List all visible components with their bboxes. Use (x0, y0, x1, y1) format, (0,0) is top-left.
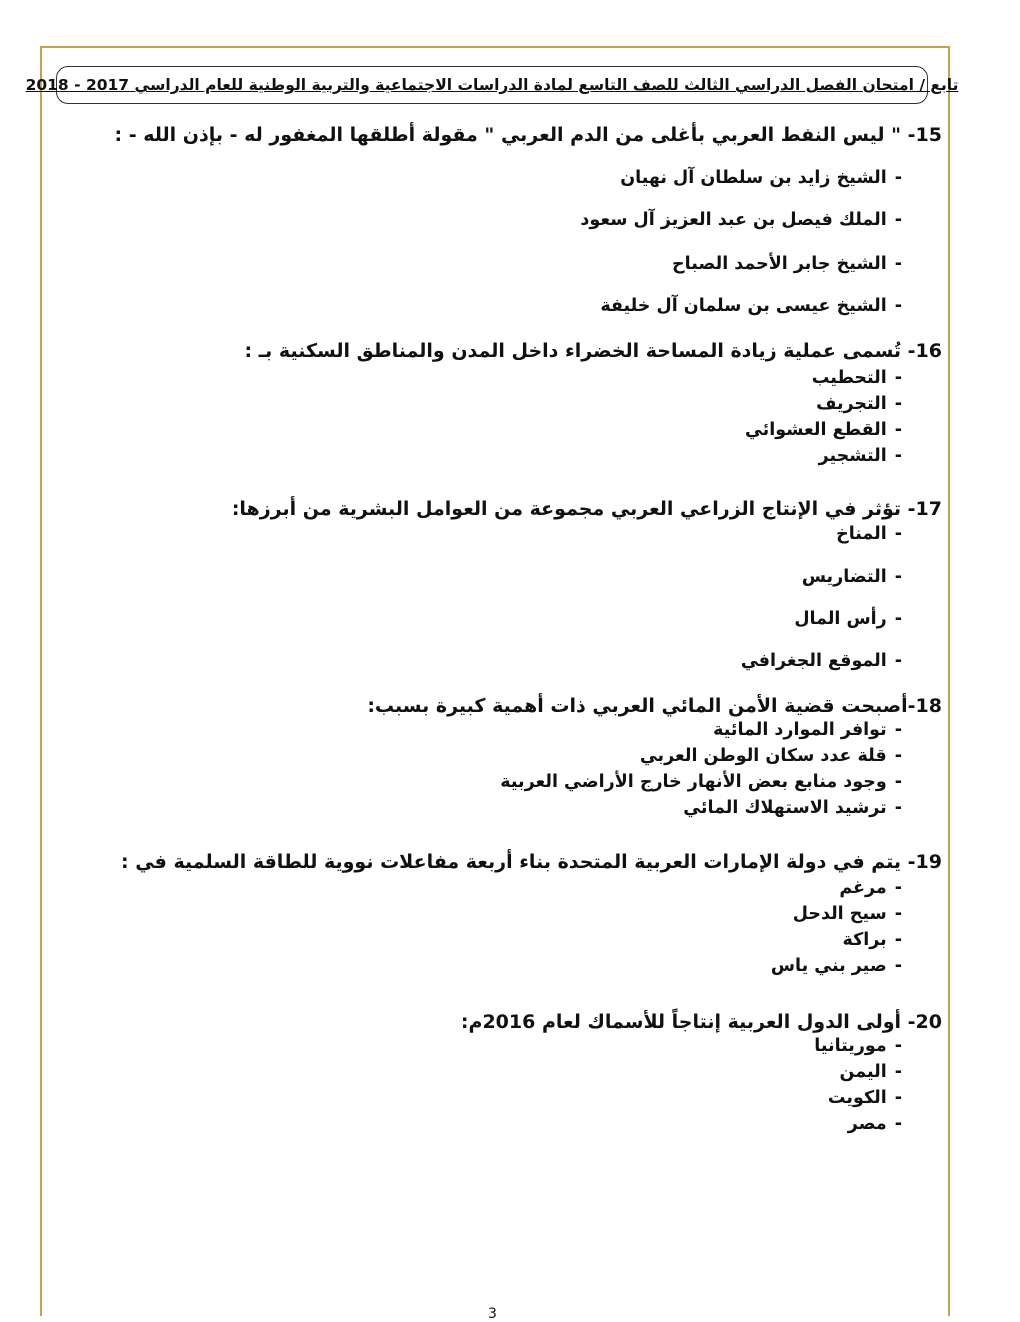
option-19-3: -براكة (842, 930, 902, 950)
option-19-4: -صير بني ياس (770, 956, 902, 976)
option-16-3: -القطع العشوائي (744, 420, 902, 440)
option-15-4: -الشيخ عيسى بن سلمان آل خليفة (600, 296, 902, 316)
exam-header (25, 66, 959, 104)
page-number: 3 (488, 1306, 497, 1322)
page-border (40, 46, 950, 1316)
question-15: 15- " ليس النفط العربي بأغلى من الدم العربي " مقولة أطلقها المغفور له - بإذن الله - : (114, 124, 942, 146)
question-20: 20- أولى الدول العربية إنتاجاً للأسماك لعام 2016م: (460, 1011, 942, 1033)
option-15-2: -الملك فيصل بن عبد العزيز آل سعود (580, 210, 902, 230)
option-15-3: -الشيخ جابر الأحمد الصباح (672, 254, 902, 274)
question-17: 17- تؤثر في الإنتاج الزراعي العربي مجموعة من العوامل البشرية من أبرزها: (231, 498, 942, 520)
option-17-1: -المناخ (836, 524, 902, 544)
option-20-2: -اليمن (839, 1062, 902, 1082)
option-17-2: -التضاريس (801, 567, 902, 587)
option-16-4: -التشجير (818, 446, 902, 466)
question-19: 19- يتم في دولة الإمارات العربية المتحدة بناء أربعة مفاعلات نووية للطاقة السلمية في : (120, 851, 942, 873)
option-20-3: -الكويت (827, 1088, 902, 1108)
option-20-4: -مصر (847, 1114, 902, 1134)
question-18: 18-أصبحت قضية الأمن المائي العربي ذات أهمية كبيرة بسبب: (367, 695, 942, 717)
option-18-1: -توافر الموارد المائية (713, 720, 902, 740)
option-18-4: -ترشيد الاستهلاك المائي (683, 798, 902, 818)
option-19-2: -سيح الدحل (792, 904, 902, 924)
exam-header-title: تابع / امتحان الفصل الدراسي الثالث للصف التاسع لمادة الدراسات الاجتماعية والتربية الوطنية للعام الدراسي 2017 - 2018 (25, 76, 959, 94)
option-17-3: -رأس المال (794, 609, 902, 629)
option-16-1: -التحطيب (811, 368, 902, 388)
option-18-3: -وجود منابع بعض الأنهار خارج الأراضي العربية (500, 772, 902, 792)
option-15-1: -الشيخ زايد بن سلطان آل نهيان (620, 168, 902, 188)
option-18-2: -قلة عدد سكان الوطن العربي (639, 746, 902, 766)
option-17-4: -الموقع الجغرافي (740, 651, 902, 671)
option-16-2: -التجريف (816, 394, 902, 414)
option-20-1: -موريتانيا (814, 1036, 902, 1056)
option-19-1: -مرغم (839, 878, 902, 898)
question-16: 16- تُسمى عملية زيادة المساحة الخضراء داخل المدن والمناطق السكنية بـ : (244, 340, 942, 362)
